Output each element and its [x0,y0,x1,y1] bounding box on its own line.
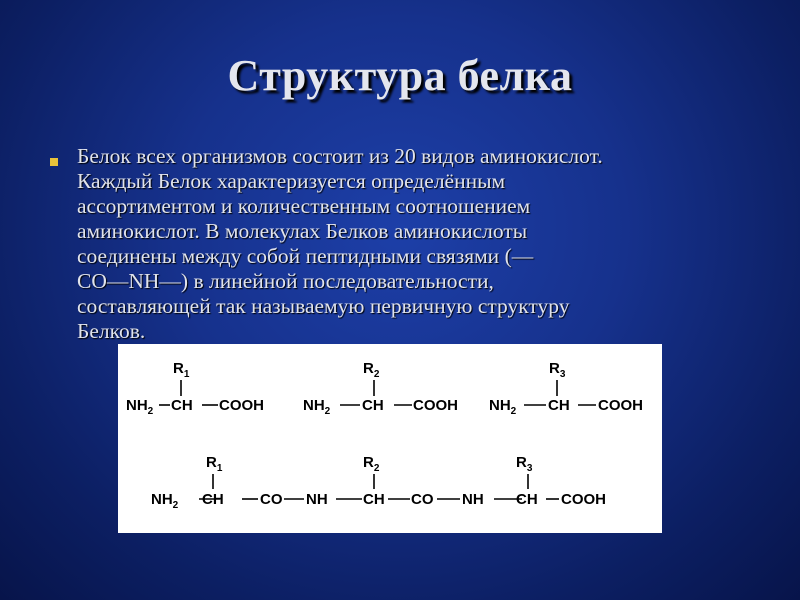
radical-label: $R_1$ [173,360,190,380]
carbonyl-group-label: CO [260,491,283,508]
carboxyl-group-label: COOH [561,491,606,508]
radical-label: $R_3$ [549,360,566,380]
alpha-carbon-label: CH [202,491,224,508]
body-line: ассортиментом и количественным соотношением [77,194,531,218]
body-line: составляющей так называемую первичную структуру [77,294,570,318]
amino-group-label: $NH_2$ [126,397,154,417]
amino-group-label: $NH_2$ [489,397,517,417]
carboxyl-group-label: COOH [413,397,458,414]
body-line: аминокислот. В молекулах Белков аминокислоты [77,219,528,243]
alpha-carbon-label: CH [516,491,538,508]
peptide-formula-panel [118,344,662,533]
amide-group-label: NH [462,491,484,508]
body-line: соединены между собой пептидными связями (— [77,244,534,268]
amino-group-label: $NH_2$ [303,397,331,417]
radical-label: $R_1$ [206,454,223,474]
amide-group-label: NH [306,491,328,508]
radical-label: $R_2$ [363,360,380,380]
radical-label: $R_3$ [516,454,533,474]
carboxyl-group-label: COOH [598,397,643,414]
alpha-carbon-label: CH [363,491,385,508]
amino-group-label: $NH_2$ [151,491,179,511]
body-line: CO—NH—) в линейной последовательности, [77,269,494,293]
bullet-marker [50,158,58,166]
body-paragraph [77,144,782,344]
body-line: Белков. [77,319,146,343]
alpha-carbon-label: CH [548,397,570,414]
radical-label: $R_2$ [363,454,380,474]
carbonyl-group-label: CO [411,491,434,508]
alpha-carbon-label: CH [362,397,384,414]
peptide-formula-diagram [118,344,662,533]
body-line: Каждый Белок характеризуется определённым [77,169,506,193]
carboxyl-group-label: COOH [219,397,264,414]
body-line: Белок всех организмов состоит из 20 видов аминокислот. [77,144,603,168]
slide-title: Структура белка [227,51,573,100]
alpha-carbon-label: CH [171,397,193,414]
